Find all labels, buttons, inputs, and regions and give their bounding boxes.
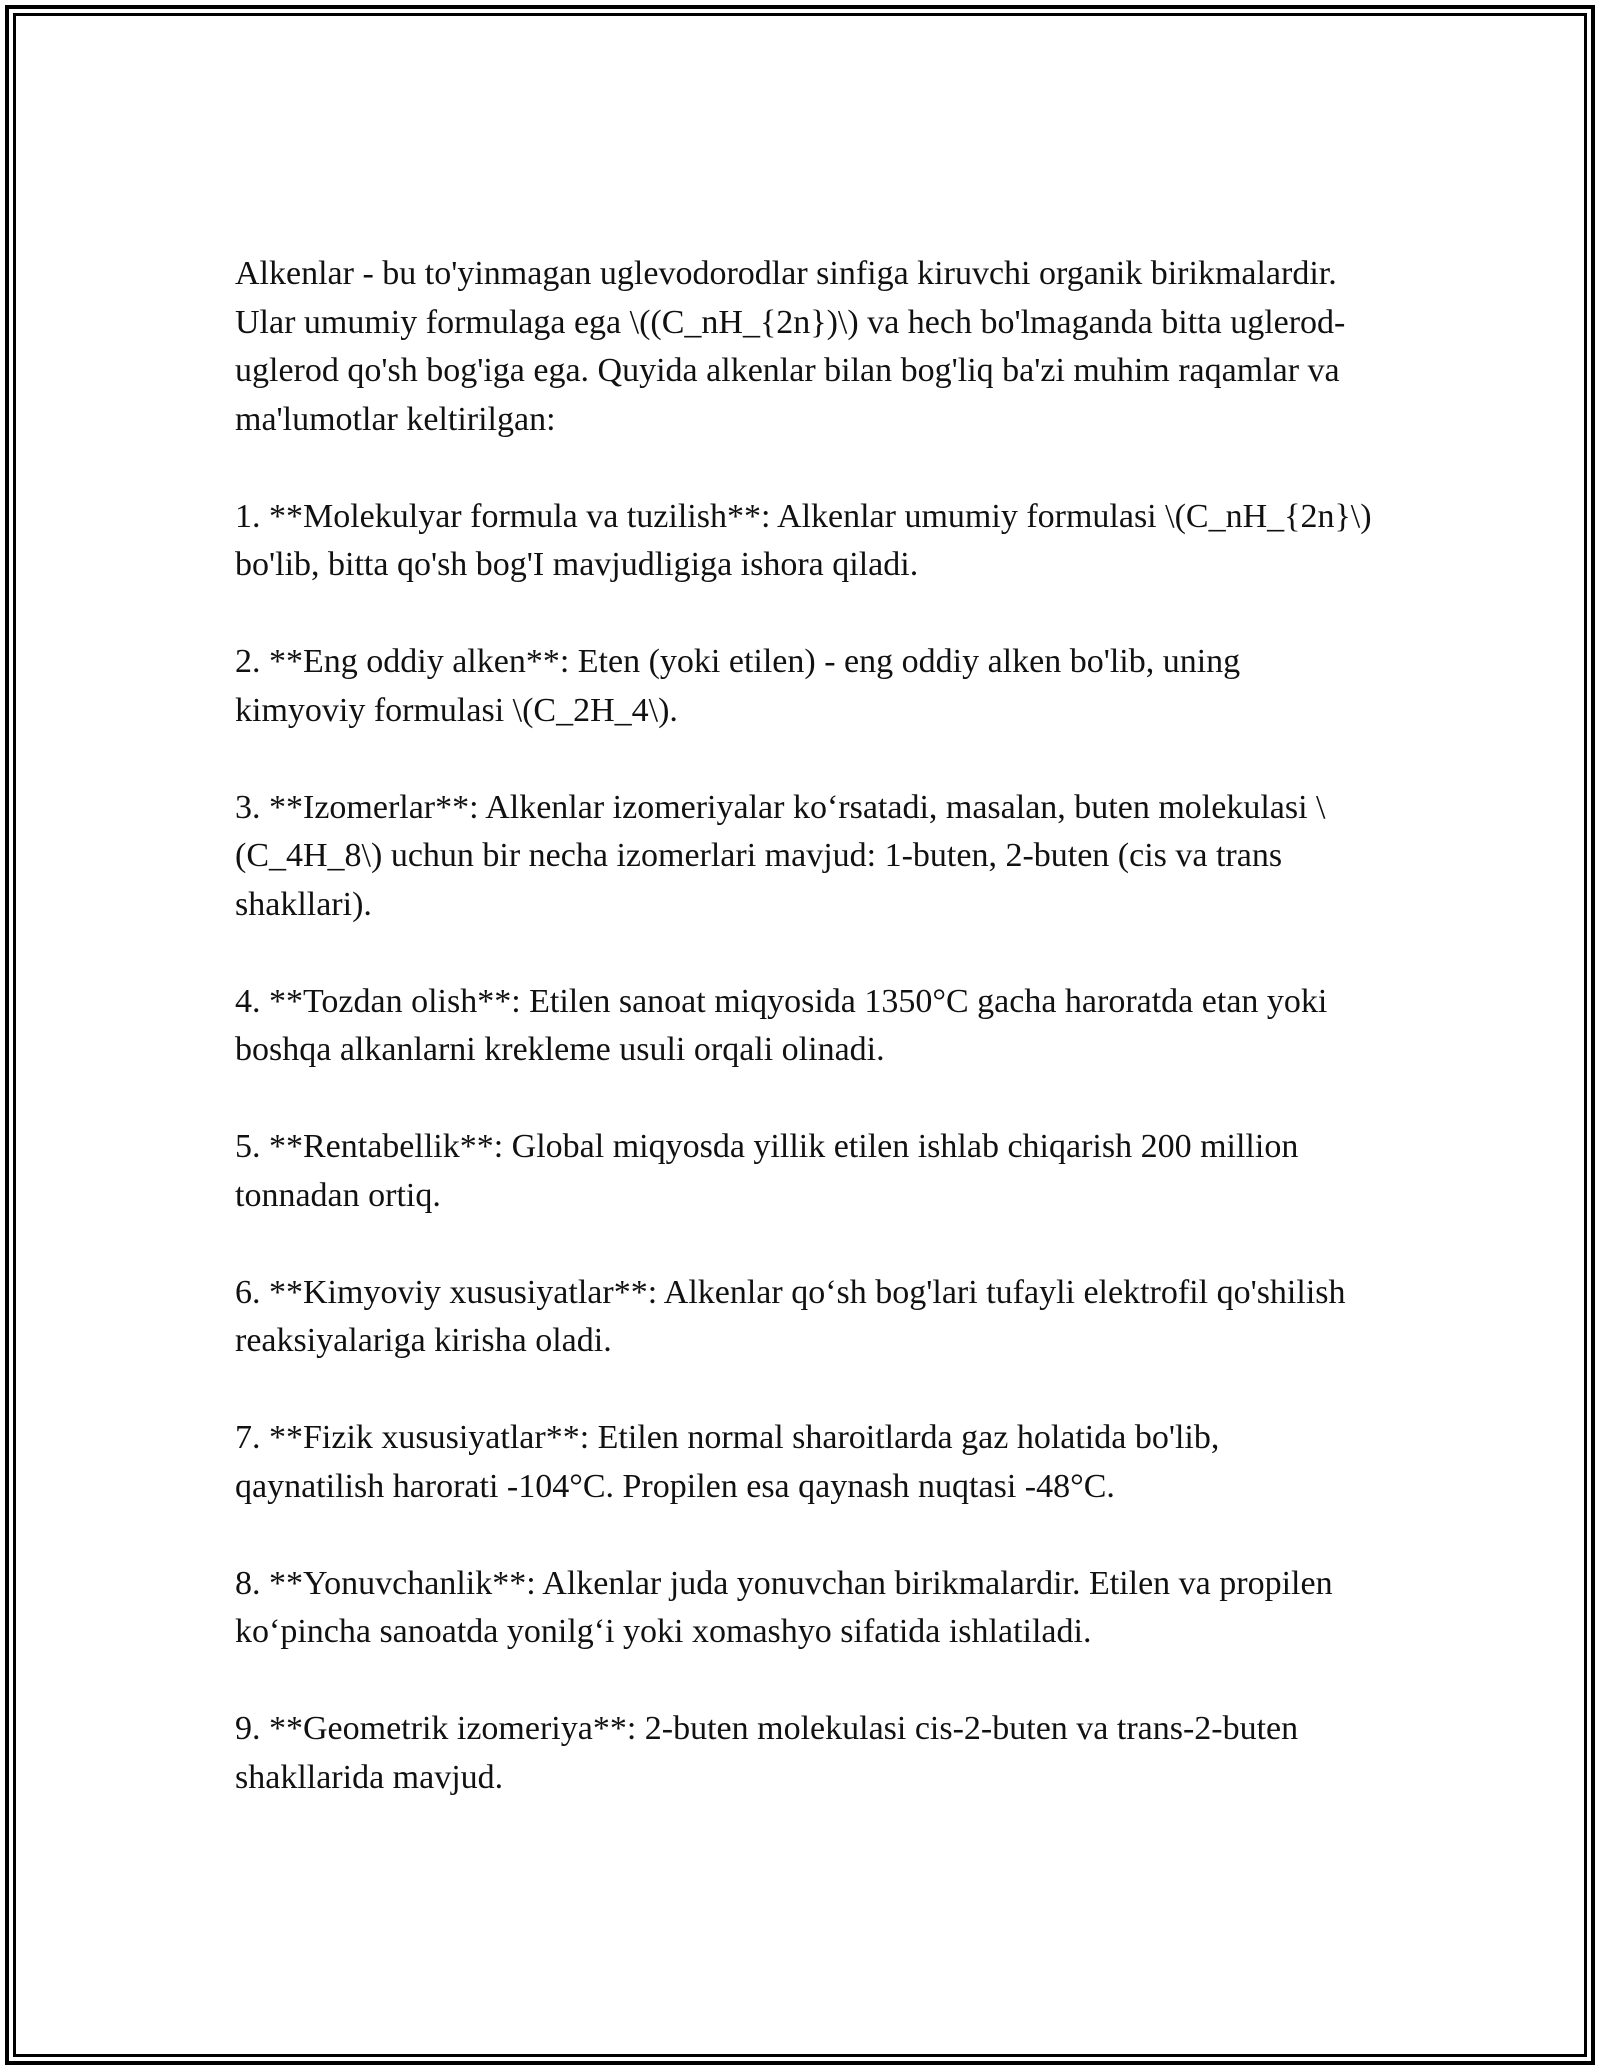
list-item: 2. **Eng oddiy alken**: Eten (yoki etilen) - eng oddiy alken bo'lib, uning kimyoviy formulasi \(C_2H_4\). [235,643,1241,729]
list-item: 9. **Geometrik izomeriya**: 2-buten molekulasi cis-2-buten va trans-2-buten shakllarida mavjud. [235,1710,1299,1796]
list-item: 4. **Tozdan olish**: Etilen sanoat miqyosida 1350°C gacha haroratda etan yoki boshqa alkanlarni krekleme usuli orqali olinadi. [235,982,1328,1068]
list-item: 3. **Izomerlar**: Alkenlar izomeriyalar ko‘rsatadi, masalan, buten molekulasi \(C_4H_8\) uchun bir necha izomerlari mavjud: 1-buten, 2-buten (cis va trans shakllari). [235,788,1326,923]
document-body [235,250,1375,1851]
list-item: 6. **Kimyoviy xususiyatlar**: Alkenlar qo‘sh bog'lari tufayli elektrofil qo'shilish reaksiyalariga kirisha oladi. [235,1273,1346,1359]
intro-paragraph: Alkenlar - bu to'yinmagan uglevodorodlar sinfiga kiruvchi organik birikmalardir. Ular umumiy formulaga ega \((C_nH_{2n})\) va hech bo'lmaganda bitta uglerod-uglerod qo'sh bog'iga ega. Quyida alkenlar bilan bog'liq ba'zi muhim raqamlar va ma'lumotlar keltirilgan: [235,255,1346,438]
list-item: 7. **Fizik xususiyatlar**: Etilen normal sharoitlarda gaz holatida bo'lib, qaynatilish harorati -104°C. Propilen esa qaynash nuqtasi -48°C. [235,1419,1220,1505]
list-item: 5. **Rentabellik**: Global miqyosda yillik etilen ishlab chiqarish 200 million tonnadan ortiq. [235,1128,1299,1214]
list-item: 1. **Molekulyar formula va tuzilish**: Alkenlar umumiy formulasi \(C_nH_{2n}\) bo'lib, bitta qo'sh bog'I mavjudligiga ishora qiladi. [235,497,1372,583]
list-item: 8. **Yonuvchanlik**: Alkenlar juda yonuvchan birikmalardir. Etilen va propilen ko‘pincha sanoatda yonilg‘i yoki xomashyo sifatida ishlatiladi. [235,1564,1333,1650]
